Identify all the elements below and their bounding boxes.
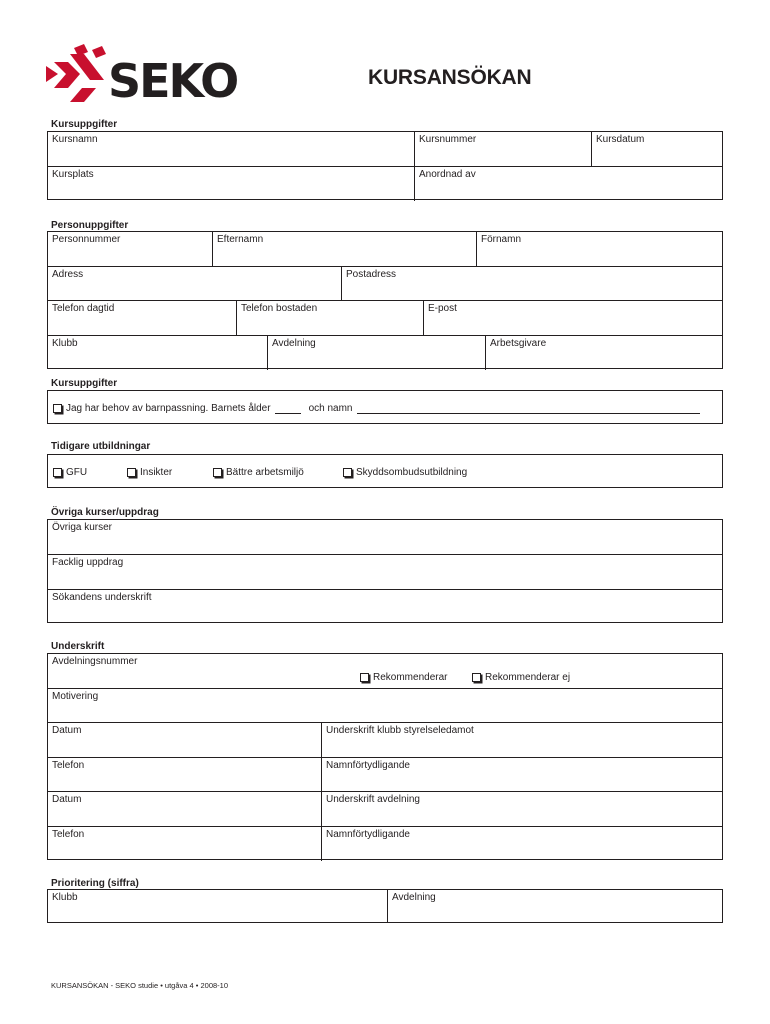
rekommenderar-label: Rekommenderar — [373, 672, 448, 683]
personnummer-label: Personnummer — [52, 234, 121, 245]
tidigare-option-gfu[interactable] — [53, 467, 87, 478]
checkbox[interactable] — [53, 468, 62, 477]
namnfortydligande-label: Namnförtydligande — [326, 829, 410, 840]
rekommenderar-option[interactable] — [360, 672, 447, 683]
section-personuppgifter-heading: Personuppgifter — [51, 220, 129, 231]
checkbox[interactable] — [343, 468, 352, 477]
personuppgifter-box — [47, 231, 723, 369]
namnfortydligande-label: Namnförtydligande — [326, 760, 410, 771]
checkbox[interactable] — [213, 468, 222, 477]
sokandens-underskrift-label: Sökandens underskrift — [52, 592, 152, 603]
barnets-namn-blank[interactable] — [357, 404, 700, 414]
option-label: Bättre arbetsmiljö — [226, 467, 304, 478]
rekommenderar-ej-label: Rekommenderar ej — [485, 672, 571, 683]
facklig-uppdrag-label: Facklig uppdrag — [52, 557, 124, 568]
barnpassning-box — [47, 390, 723, 424]
anordnad-av-label: Anordnad av — [419, 169, 476, 180]
personuppgifter-row-1 — [48, 232, 722, 266]
section-barnpassning-heading: Kursuppgifter — [51, 378, 118, 389]
klubb-label: Klubb — [52, 338, 78, 349]
section-underskrift-heading: Underskrift — [51, 641, 105, 652]
efternamn-field[interactable] — [212, 232, 477, 266]
arbetsgivare-label: Arbetsgivare — [490, 338, 547, 349]
personuppgifter-row-2 — [48, 266, 722, 301]
telefon-label: Telefon — [52, 760, 85, 771]
underskrift-klubb-field[interactable] — [321, 723, 722, 758]
tidigare-option-battre-arbetsmiljo[interactable] — [213, 467, 304, 478]
kursnamn-label: Kursnamn — [52, 134, 98, 145]
kursdatum-field[interactable] — [591, 132, 722, 166]
personnummer-field[interactable] — [48, 232, 212, 266]
tidigare-option-skyddsombud[interactable] — [343, 467, 467, 478]
ovriga-box — [47, 519, 723, 623]
avdelning-label: Avdelning — [272, 338, 316, 349]
underskrift-row-5 — [48, 791, 722, 827]
klubb-field[interactable] — [48, 336, 267, 370]
epost-label: E-post — [428, 303, 457, 314]
barnpassning-text: Jag har behov av barnpassning. Barnets ålder — [66, 403, 271, 414]
telefon-bostaden-field[interactable] — [236, 301, 424, 336]
datum-label: Datum — [52, 725, 82, 736]
underskrift-row-4 — [48, 757, 722, 792]
underskrift-avdelning-label: Underskrift avdelning — [326, 794, 420, 805]
section-tidigare-heading: Tidigare utbildningar — [51, 441, 151, 452]
page-title: KURSANSÖKAN — [368, 66, 532, 89]
footer-text: KURSANSÖKAN - SEKO studie • utgåva 4 • 2008-10 — [51, 981, 229, 990]
ovriga-kurser-field[interactable] — [48, 520, 722, 554]
tidigare-box — [47, 454, 723, 488]
option-label: GFU — [66, 467, 88, 478]
telefon-field-1[interactable] — [48, 758, 321, 792]
section-prioritering-heading: Prioritering (siffra) — [51, 878, 139, 889]
seko-wordmark: SEKO — [108, 54, 238, 106]
datum-label: Datum — [52, 794, 82, 805]
telefon-label: Telefon — [52, 829, 85, 840]
kursplats-field[interactable] — [48, 167, 414, 201]
barnpassning-checkbox[interactable] — [53, 404, 62, 413]
prioritering-avdelning-label: Avdelning — [392, 892, 436, 903]
postadress-field[interactable] — [341, 267, 722, 301]
motivering-label: Motivering — [52, 691, 99, 702]
kursnummer-field[interactable] — [414, 132, 592, 166]
kursplats-label: Kursplats — [52, 169, 94, 180]
avdelning-field[interactable] — [267, 336, 486, 370]
kursnummer-label: Kursnummer — [419, 134, 477, 145]
telefon-field-2[interactable] — [48, 827, 321, 861]
postadress-label: Postadress — [346, 269, 397, 280]
ovriga-kurser-label: Övriga kurser — [52, 522, 113, 533]
option-label: Skyddsombudsutbildning — [356, 467, 468, 478]
kursdatum-label: Kursdatum — [596, 134, 645, 145]
motivering-field[interactable] — [48, 688, 722, 723]
kursuppgifter-row-1 — [48, 132, 722, 166]
section-ovriga-heading: Övriga kurser/uppdrag — [51, 507, 159, 518]
prioritering-box — [47, 889, 723, 923]
telefon-bostaden-label: Telefon bostaden — [241, 303, 318, 314]
tidigare-option-insikter[interactable] — [127, 467, 172, 478]
anordnad-av-field[interactable] — [414, 167, 722, 201]
och-namn-text: och namn — [308, 403, 353, 414]
seko-logo — [44, 44, 266, 106]
underskrift-avdelning-field[interactable] — [321, 792, 722, 827]
underskrift-box — [47, 653, 723, 860]
section-kursuppgifter-heading: Kursuppgifter — [51, 119, 118, 130]
avdelningsnummer-label: Avdelningsnummer — [52, 656, 138, 667]
kursnamn-field[interactable] — [48, 132, 414, 166]
epost-field[interactable] — [423, 301, 722, 336]
prioritering-avdelning-field[interactable] — [387, 890, 722, 922]
namnfortydligande-field-1[interactable] — [321, 758, 722, 792]
kursuppgifter-row-2 — [48, 166, 722, 201]
namnfortydligande-field-2[interactable] — [321, 827, 722, 861]
arbetsgivare-field[interactable] — [485, 336, 722, 370]
adress-label: Adress — [52, 269, 84, 280]
rekommenderar-ej-option[interactable] — [472, 672, 570, 683]
prioritering-klubb-label: Klubb — [52, 892, 78, 903]
facklig-uppdrag-field[interactable] — [48, 554, 722, 590]
seko-emblem-icon — [46, 44, 106, 102]
efternamn-label: Efternamn — [217, 234, 264, 245]
sokandens-underskrift-field[interactable] — [48, 589, 722, 624]
adress-field[interactable] — [48, 267, 341, 301]
avdelningsnummer-row — [48, 654, 722, 688]
checkbox[interactable] — [472, 673, 481, 682]
prioritering-klubb-field[interactable] — [48, 890, 387, 922]
checkbox[interactable] — [127, 468, 136, 477]
checkbox[interactable] — [360, 673, 369, 682]
personuppgifter-row-3 — [48, 300, 722, 336]
fornamn-field[interactable] — [476, 232, 722, 266]
telefon-dagtid-label: Telefon dagtid — [52, 303, 115, 314]
datum-field-1[interactable] — [48, 723, 321, 758]
underskrift-row-3 — [48, 722, 722, 758]
barnets-alder-blank[interactable] — [275, 404, 301, 414]
option-label: Insikter — [140, 467, 173, 478]
telefon-dagtid-field[interactable] — [48, 301, 236, 336]
fornamn-label: Förnamn — [481, 234, 522, 245]
underskrift-row-6 — [48, 826, 722, 861]
underskrift-klubb-label: Underskrift klubb styrelseledamot — [326, 725, 474, 736]
barnpassning-line — [53, 403, 700, 414]
kursuppgifter-box — [47, 131, 723, 200]
datum-field-2[interactable] — [48, 792, 321, 827]
personuppgifter-row-4 — [48, 335, 722, 370]
